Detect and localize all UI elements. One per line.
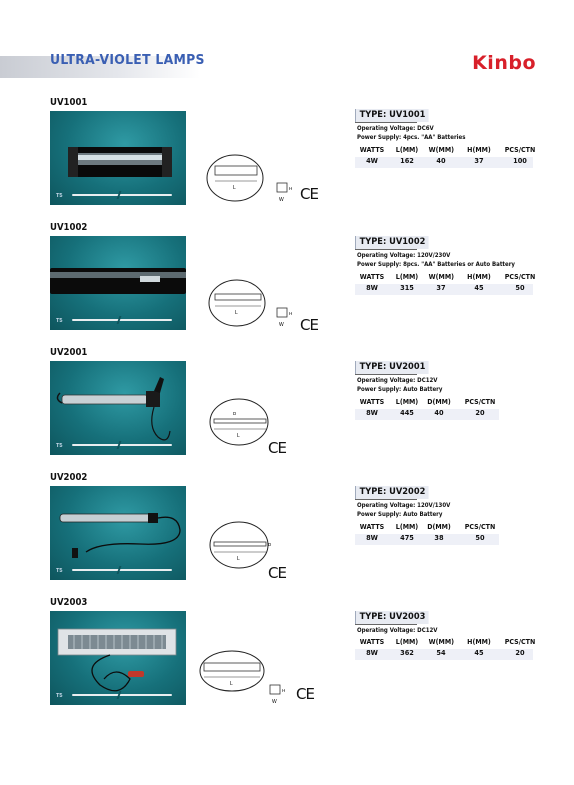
- tube-icon: [72, 319, 172, 321]
- divider: [355, 122, 417, 123]
- cell: 8W: [366, 409, 378, 417]
- dimension-diagram: [205, 397, 275, 452]
- model-label: UV2001: [50, 347, 88, 358]
- table-header: WATTS: [359, 522, 385, 531]
- dimension-diagram: [205, 278, 295, 333]
- lamp-image: [50, 611, 186, 705]
- table-header: D(MM): [427, 522, 451, 531]
- tube-icon: [72, 194, 172, 196]
- tube-icon: [72, 569, 172, 571]
- table-header: D(MM): [427, 397, 451, 406]
- table-row: [355, 284, 533, 295]
- svg-text:W: W: [279, 197, 284, 203]
- svg-text:L: L: [233, 185, 236, 191]
- product-photo: [50, 361, 186, 455]
- divider: [355, 374, 417, 375]
- table-header: W(MM): [428, 637, 455, 646]
- cell: 45: [474, 649, 484, 657]
- cell: 45: [474, 284, 484, 292]
- cell: 162: [400, 157, 414, 165]
- ce-mark-icon: CE: [300, 185, 318, 203]
- table-header: WATTS: [359, 272, 385, 281]
- svg-text:H: H: [289, 186, 293, 191]
- spec-power: Power Supply: Auto Battery: [357, 386, 443, 393]
- spec-voltage: Operating Voltage: DC6V: [357, 125, 434, 132]
- dimension-diagram: [205, 520, 275, 575]
- product-section: [0, 347, 574, 467]
- table-header: WATTS: [359, 637, 385, 646]
- table-header: PCS/CTN: [504, 272, 536, 281]
- tube-icon: [72, 694, 172, 696]
- table-header: W(MM): [428, 145, 455, 154]
- cell: 100: [513, 157, 527, 165]
- spec-power: Power Supply: 4pcs. "AA" Batteries: [357, 134, 466, 141]
- model-label: UV2002: [50, 472, 88, 483]
- lamp-image: [50, 361, 186, 455]
- ce-mark-icon: CE: [296, 685, 314, 703]
- ce-mark-icon: CE: [268, 564, 286, 582]
- table-header: W(MM): [428, 272, 455, 281]
- cell: 40: [434, 409, 444, 417]
- table-header: H(MM): [467, 145, 491, 154]
- cell: 8W: [366, 284, 378, 292]
- divider: [355, 249, 417, 250]
- table-header: PCS/CTN: [504, 145, 536, 154]
- divider: [355, 624, 417, 625]
- type-label: TYPE: UV2003: [355, 611, 429, 624]
- type-label: TYPE: UV2001: [355, 361, 429, 374]
- cell: 315: [400, 284, 414, 292]
- svg-text:W: W: [279, 322, 284, 328]
- table-header: L(MM): [395, 145, 419, 154]
- svg-text:H: H: [289, 311, 293, 316]
- product-photo: [50, 611, 186, 705]
- cell: 20: [515, 649, 525, 657]
- table-row: [355, 534, 499, 545]
- type-label: TYPE: UV2002: [355, 486, 429, 499]
- table-row: [355, 409, 499, 420]
- spec-voltage: Operating Voltage: 120V/230V: [357, 252, 451, 259]
- spec-voltage: Operating Voltage: 120V/130V: [357, 502, 451, 509]
- table-header: L(MM): [395, 637, 419, 646]
- svg-text:D: D: [233, 411, 237, 416]
- cell: 54: [436, 649, 446, 657]
- type-label: TYPE: UV1002: [355, 236, 429, 249]
- lamp-image: [50, 111, 186, 205]
- svg-text:H: H: [282, 688, 286, 693]
- spec-power: Power Supply: Auto Battery: [357, 511, 443, 518]
- model-label: UV2003: [50, 597, 88, 608]
- tube-label: T5: [56, 693, 63, 699]
- table-header: PCS/CTN: [464, 522, 496, 531]
- table-header: L(MM): [395, 272, 419, 281]
- svg-text:L: L: [230, 681, 233, 687]
- ce-mark-icon: CE: [268, 439, 286, 457]
- product-photo: [50, 111, 186, 205]
- product-section: [0, 97, 574, 217]
- divider: [355, 499, 417, 500]
- product-photo: [50, 236, 186, 330]
- lamp-image: [50, 486, 186, 580]
- cell: 475: [400, 534, 414, 542]
- dimension-diagram: [198, 649, 298, 709]
- table-row: [355, 649, 533, 660]
- product-section: [0, 597, 574, 717]
- model-label: UV1002: [50, 222, 88, 233]
- svg-text:L: L: [235, 310, 238, 316]
- page-title: ULTRA-VIOLET LAMPS: [50, 52, 205, 68]
- cell: 445: [400, 409, 414, 417]
- table-header: L(MM): [395, 522, 419, 531]
- svg-text:L: L: [237, 433, 240, 439]
- model-label: UV1001: [50, 97, 88, 108]
- cell: 50: [475, 534, 485, 542]
- product-photo: [50, 486, 186, 580]
- spec-voltage: Operating Voltage: DC12V: [357, 627, 438, 634]
- tube-label: T5: [56, 318, 63, 324]
- table-row: [355, 157, 533, 168]
- product-section: [0, 222, 574, 342]
- cell: 8W: [366, 534, 378, 542]
- table-header: WATTS: [359, 145, 385, 154]
- table-header: WATTS: [359, 397, 385, 406]
- type-label: TYPE: UV1001: [355, 109, 429, 122]
- table-header: PCS/CTN: [504, 637, 536, 646]
- cell: 20: [475, 409, 485, 417]
- svg-text:D: D: [268, 542, 272, 547]
- cell: 37: [474, 157, 484, 165]
- cell: 8W: [366, 649, 378, 657]
- spec-voltage: Operating Voltage: DC12V: [357, 377, 438, 384]
- lamp-image: [50, 236, 186, 330]
- tube-icon: [72, 444, 172, 446]
- svg-text:L: L: [237, 556, 240, 562]
- cell: 4W: [366, 157, 378, 165]
- table-header: L(MM): [395, 397, 419, 406]
- tube-label: T5: [56, 568, 63, 574]
- svg-text:W: W: [272, 699, 277, 705]
- table-header: H(MM): [467, 272, 491, 281]
- table-header: H(MM): [467, 637, 491, 646]
- tube-label: T5: [56, 443, 63, 449]
- cell: 38: [434, 534, 444, 542]
- spec-power: Power Supply: 8pcs. "AA" Batteries or Auto Battery: [357, 261, 515, 268]
- cell: 50: [515, 284, 525, 292]
- dimension-diagram: [205, 153, 295, 208]
- cell: 37: [436, 284, 446, 292]
- cell: 362: [400, 649, 414, 657]
- tube-label: T5: [56, 193, 63, 199]
- product-section: [0, 472, 574, 592]
- ce-mark-icon: CE: [300, 316, 318, 334]
- brand-logo: Kinbo: [472, 52, 536, 74]
- table-header: PCS/CTN: [464, 397, 496, 406]
- cell: 40: [436, 157, 446, 165]
